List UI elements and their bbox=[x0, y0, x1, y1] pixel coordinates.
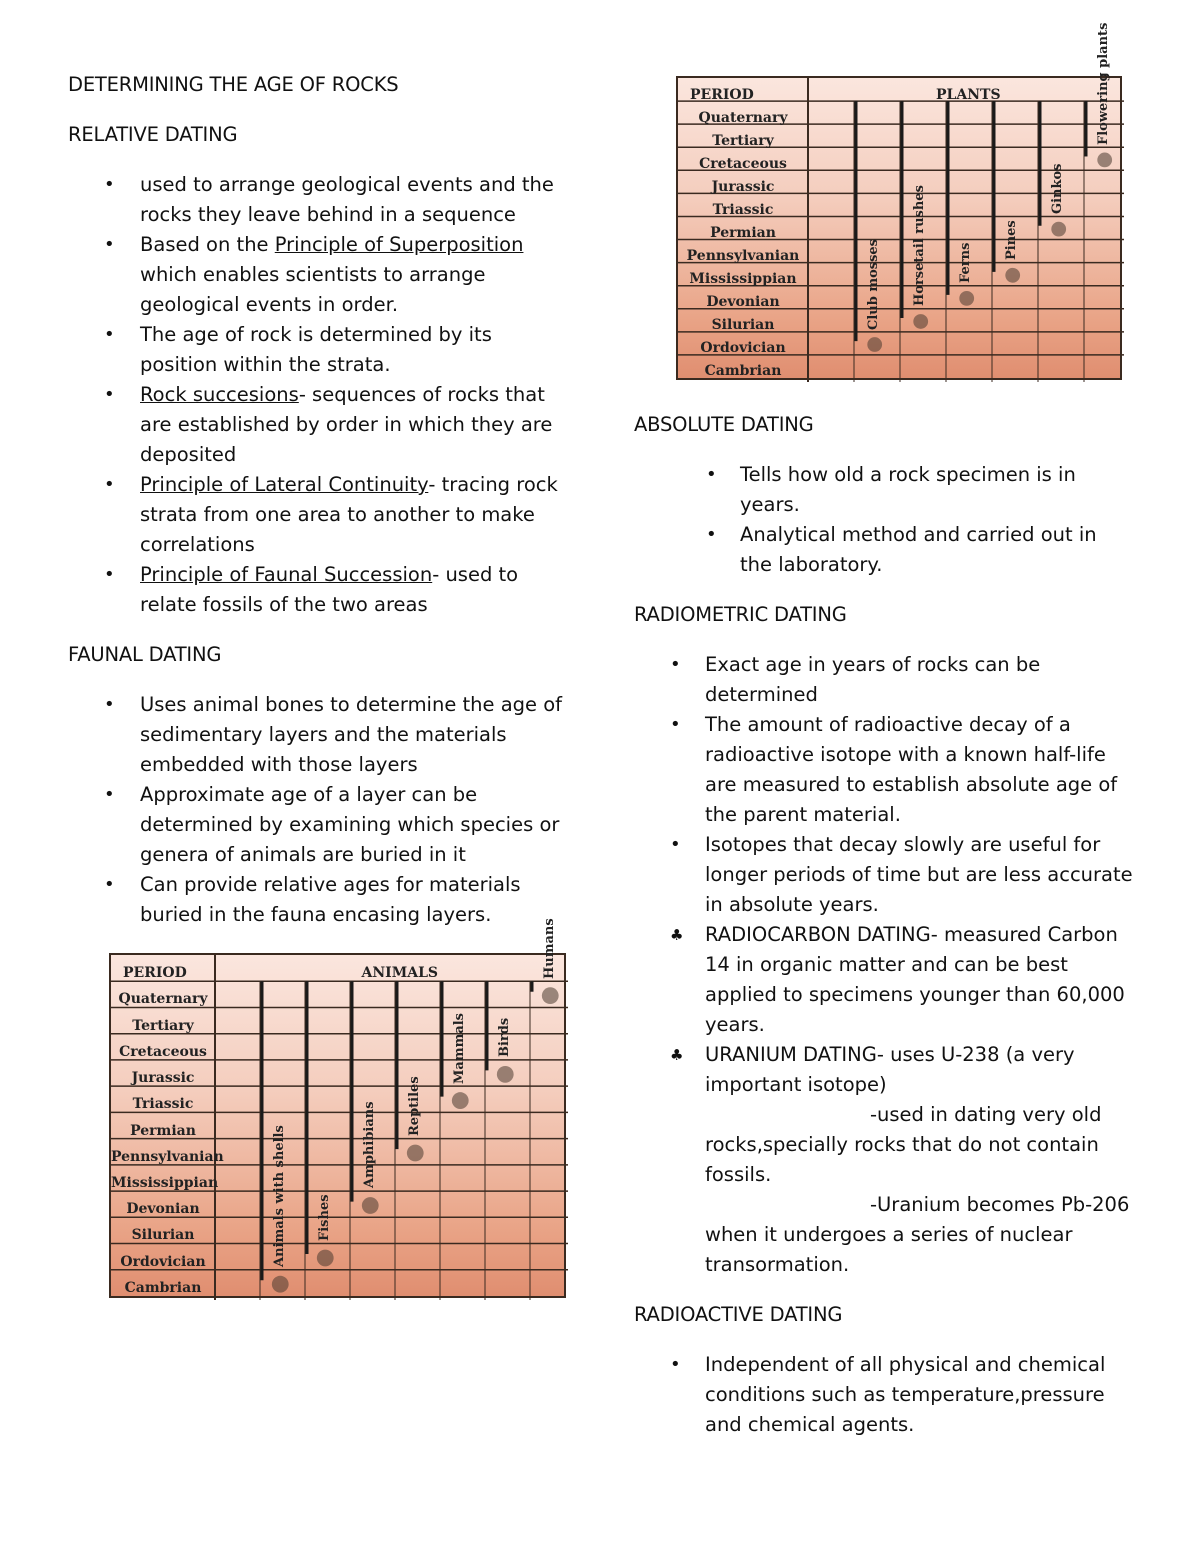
lineage-label: Flowering plants bbox=[1096, 22, 1111, 145]
period-label: Mississippian bbox=[111, 1174, 219, 1191]
term-superposition: Principle of Superposition bbox=[274, 233, 524, 256]
list-item: • Independent of all physical and chemical conditions such as temperature,pressure and chemical agents. bbox=[634, 1350, 1134, 1440]
lineage-label: Fishes bbox=[317, 1194, 332, 1241]
period-label: Devonian bbox=[706, 294, 780, 311]
lineage-label: Mammals bbox=[452, 1012, 467, 1084]
term-rock-successions: Rock succesions bbox=[140, 383, 299, 406]
fossil-icon bbox=[1097, 153, 1112, 168]
fossil-icon bbox=[1051, 222, 1066, 237]
fossil-icon bbox=[362, 1197, 379, 1214]
period-label: Devonian bbox=[126, 1201, 200, 1218]
animals-chart bbox=[109, 917, 566, 1298]
lineage-label: Humans bbox=[542, 917, 557, 979]
uranium-note-2: -Uranium becomes Pb-206 bbox=[870, 1193, 1130, 1216]
document-title: DETERMINING THE AGE OF ROCKS bbox=[68, 73, 399, 96]
lineage-label: Ferns bbox=[958, 242, 973, 284]
term-lateral-continuity: Principle of Lateral Continuity bbox=[140, 473, 429, 496]
list-item: • Tells how old a rock specimen is in years. bbox=[634, 460, 1134, 520]
list-item: • Rock succesions- sequences of rocks that are established by order in which they are deposited bbox=[68, 380, 568, 470]
right-column bbox=[634, 410, 1134, 1460]
plants-chart bbox=[676, 22, 1122, 380]
relative-dating-heading: RELATIVE DATING bbox=[68, 123, 238, 146]
radioactive-dating-heading: RADIOACTIVE DATING bbox=[634, 1303, 843, 1326]
term-faunal-succession: Principle of Faunal Succession bbox=[140, 563, 433, 586]
lineage-label: Amphibians bbox=[362, 1101, 377, 1189]
fossil-icon bbox=[272, 1276, 289, 1293]
period-label: Mississippian bbox=[689, 271, 797, 288]
absolute-dating-heading: ABSOLUTE DATING bbox=[634, 413, 814, 436]
list-item: • Exact age in years of rocks can be determined bbox=[634, 650, 1134, 710]
fossil-icon bbox=[1005, 268, 1020, 283]
fossil-icon bbox=[407, 1145, 424, 1162]
period-label: Pennsylvanian bbox=[111, 1148, 224, 1165]
fossil-icon bbox=[959, 291, 974, 306]
period-label: Quaternary bbox=[118, 991, 208, 1008]
period-label: Quaternary bbox=[698, 109, 788, 126]
period-label: Tertiary bbox=[712, 132, 774, 149]
uranium-note-1: -used in dating very old bbox=[870, 1103, 1102, 1126]
period-label: Triassic bbox=[132, 1096, 194, 1113]
period-label: Jurassic bbox=[711, 178, 775, 195]
period-label: Silurian bbox=[131, 1227, 195, 1244]
list-item: • Approximate age of a layer can be determined by examining which species or genera of animals are buried in it bbox=[68, 780, 568, 870]
period-label: Cambrian bbox=[704, 363, 782, 380]
faunal-dating-heading: FAUNAL DATING bbox=[68, 643, 222, 666]
radioactive-dating-list bbox=[634, 1350, 1134, 1440]
group-header: ANIMALS bbox=[361, 965, 439, 982]
fossil-icon bbox=[913, 314, 928, 329]
period-label: Cambrian bbox=[124, 1279, 202, 1296]
lineage-label: Ginkos bbox=[1050, 163, 1065, 215]
uranium-item: ♣ URANIUM DATING- uses U-238 (a very important isotope) -used in dating very old rocks,specially rocks that do not contain fossils. -Uranium becomes Pb-206 when it undergoes a series of nuclear transormation. bbox=[634, 1040, 1134, 1280]
period-label: Jurassic bbox=[131, 1070, 195, 1087]
fossil-icon bbox=[867, 337, 882, 352]
list-item: • The age of rock is determined by its position within the strata. bbox=[68, 320, 568, 380]
period-label: Cretaceous bbox=[699, 155, 787, 172]
relative-dating-list bbox=[68, 170, 568, 620]
list-item: • Based on the Principle of Superposition which enables scientists to arrange geological events in order. bbox=[68, 230, 568, 320]
fossil-icon bbox=[497, 1066, 514, 1083]
list-item: • Principle of Lateral Continuity- tracing rock strata from one area to another to make correlations bbox=[68, 470, 568, 560]
left-column bbox=[68, 70, 568, 950]
radiometric-dating-list bbox=[634, 650, 1134, 1280]
period-label: Permian bbox=[130, 1122, 196, 1139]
period-header: PERIOD bbox=[690, 86, 754, 103]
list-item: • used to arrange geological events and the rocks they leave behind in a sequence bbox=[68, 170, 568, 230]
absolute-dating-list bbox=[634, 460, 1134, 580]
fossil-icon bbox=[317, 1250, 334, 1267]
list-item: • Isotopes that decay slowly are useful for longer periods of time but are less accurate in absolute years. bbox=[634, 830, 1134, 920]
lineage-label: Pines bbox=[1004, 220, 1019, 261]
lineage-label: Reptiles bbox=[407, 1076, 422, 1136]
radiocarbon-item: ♣ RADIOCARBON DATING- measured Carbon 14 in organic matter and can be best applied to specimens younger than 60,000 years. bbox=[634, 920, 1134, 1040]
lineage-label: Animals with shells bbox=[272, 1125, 287, 1268]
group-header: PLANTS bbox=[936, 86, 1001, 103]
lineage-label: Birds bbox=[497, 1018, 512, 1058]
fossil-icon bbox=[542, 987, 559, 1004]
period-label: Triassic bbox=[712, 201, 774, 218]
lineage-label: Club mosses bbox=[866, 238, 881, 330]
list-item: • Analytical method and carried out in the laboratory. bbox=[634, 520, 1134, 580]
period-label: Permian bbox=[710, 225, 776, 241]
list-item: • Uses animal bones to determine the age of sedimentary layers and the materials embedded with those layers bbox=[68, 690, 568, 780]
list-item: • Principle of Faunal Succession- used to relate fossils of the two areas bbox=[68, 560, 568, 620]
period-label: Silurian bbox=[711, 317, 775, 334]
list-item: • The amount of radioactive decay of a radioactive isotope with a known half-life are measured to establish absolute age of the parent material. bbox=[634, 710, 1134, 830]
list-item: • Can provide relative ages for materials buried in the fauna encasing layers. bbox=[68, 870, 568, 930]
lineage-label: Horsetail rushes bbox=[912, 185, 927, 307]
period-label: Pennsylvanian bbox=[686, 248, 800, 265]
period-label: Ordovician bbox=[700, 340, 786, 357]
period-label: Ordovician bbox=[120, 1253, 206, 1270]
period-label: Tertiary bbox=[132, 1017, 194, 1034]
period-label: Cretaceous bbox=[119, 1043, 207, 1060]
faunal-dating-list bbox=[68, 690, 568, 930]
fossil-icon bbox=[452, 1092, 469, 1109]
radiometric-dating-heading: RADIOMETRIC DATING bbox=[634, 603, 847, 626]
period-header: PERIOD bbox=[123, 965, 187, 982]
